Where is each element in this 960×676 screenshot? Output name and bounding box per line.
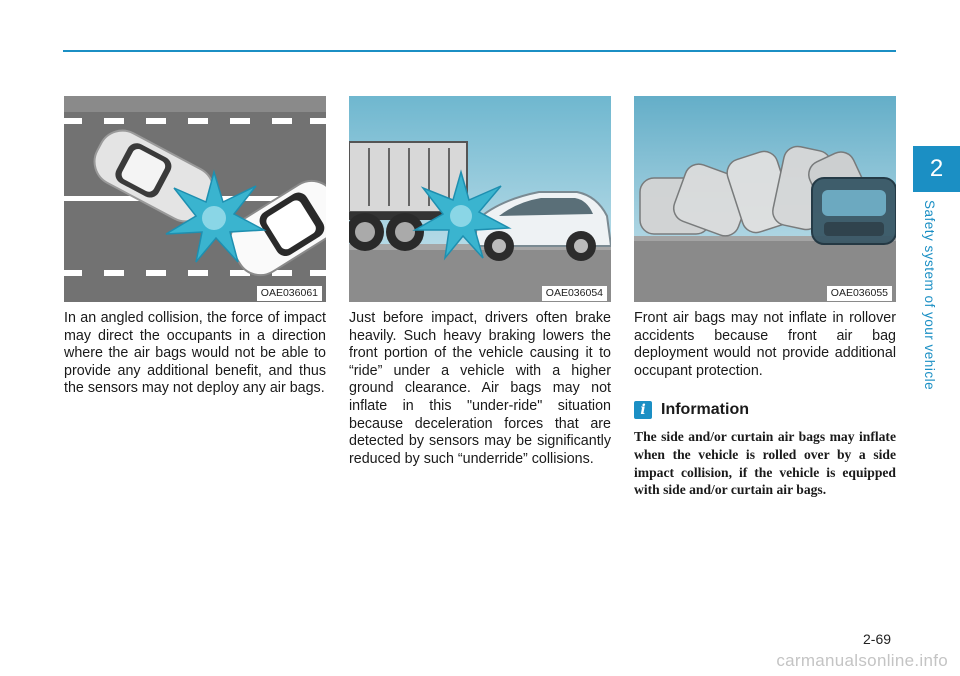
overturned-car-icon — [812, 178, 896, 244]
paragraph-underride: Just before impact, drivers often brake heavily. Such heavy braking lowers the front portion of the vehicle causing it to “ride” under a vehicle with a higher ground clearance. Air bags may not inflate in this "under-ride" situation because deceleration forces that are detected by sensors may be significantly reduced by such “underride” collisions. — [349, 310, 611, 467]
figure-code: OAE036054 — [542, 286, 607, 301]
column-rollover — [634, 96, 896, 499]
figure-rollover — [634, 96, 896, 302]
information-heading — [634, 401, 896, 419]
figure-code: OAE036055 — [827, 286, 892, 301]
figure-underride — [349, 96, 611, 302]
chapter-number: 2 — [929, 155, 944, 182]
information-icon: i — [634, 401, 652, 419]
paragraph-rollover: Front air bags may not inflate in rollover accidents because front air bag deployment would not provide additional occupant protection. — [634, 310, 896, 379]
figure-code: OAE036061 — [257, 286, 322, 301]
column-angled-collision — [64, 96, 326, 398]
information-text: The side and/or curtain air bags may inflate when the vehicle is rolled over by a side impact collision, if the vehicle is equipped with side and/or curtain air bags. — [634, 429, 896, 498]
figure-angled-collision — [64, 96, 326, 302]
column-underride — [349, 96, 611, 468]
underride-illustration — [349, 96, 611, 302]
top-rule — [63, 50, 896, 52]
paragraph-angled-collision: In an angled collision, the force of impact may direct the occupants in a direction where the air bags would not be able to provide any additional benefit, and thus the sensors may not deploy any air bags. — [64, 310, 326, 397]
information-title: Information — [661, 401, 749, 419]
angled-collision-illustration — [64, 96, 326, 302]
page-number: 2-69 — [863, 631, 892, 647]
rollover-illustration — [634, 96, 896, 302]
chapter-tab — [913, 146, 960, 192]
chapter-title: Safety system of your vehicle — [922, 200, 937, 391]
watermark: carmanualsonline.info — [776, 651, 948, 670]
